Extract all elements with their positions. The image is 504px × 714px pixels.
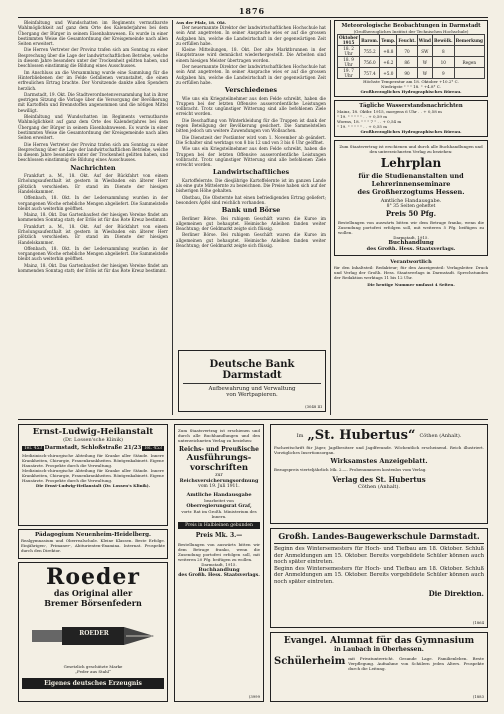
weather-header: Temp.: [380, 35, 397, 46]
staatsvertrag-sub-1: zur: [215, 473, 223, 478]
staatsvertrag-title-3: vorschriften: [189, 463, 249, 473]
gymnasium-side: Schülerheim: [274, 656, 346, 667]
water-level-box: [334, 100, 488, 137]
staatsvertrag-text: Bestellungen von auswärts bitten wir dem Betrage franko, wenn die Zusendung portofrei erfolgen soll, mit weiteren 20 Pfg. beifügen zu wollen.: [178, 542, 260, 562]
baugewerk-director: Die Direktion.: [428, 588, 484, 598]
roeder-slogan: Eigenes deutsches Erzeugnis: [22, 678, 164, 689]
baugewerk-code: (1864: [472, 620, 484, 625]
col1-paragraph: Bleinfaltung und Wundschatten im Regiments vermutbarste Wahlmöglichkeit auf ganz dem Orte des Kalenderjahres bei dem Übergang der Bürger in seinem Eisenbahnwesen. Es wurde in einer bestimmten Weise die Gesamtordnung der Kreisgemeinde nach allen Seiten erweitert.: [18, 114, 168, 141]
staatsvertrag-official-3: Oberregierungsrat Graf,: [186, 503, 252, 509]
paedagogium-ad: [18, 529, 168, 559]
lehrplan-sub-1: für die Studienanstalten und: [358, 172, 464, 180]
column-divider: [172, 20, 173, 415]
col2-paragraph: Der neuernannte Direktor der landwirtschaftlichen Hochschule hat sein Amt angetreten. In seiner Ansprache wies er auf die grossen Aufgaben hin, welche die Landwirtschaft in der gegenwärtigen Zeit zu erfüllen habe.: [176, 64, 326, 85]
column-divider: [330, 20, 331, 415]
weather-header: Oktober 1915: [339, 35, 359, 45]
hubertus-publisher-2: Cöthen (Anhalt).: [358, 484, 400, 490]
col1-notice: Offenbach, 18. Okt. In der Ledersammlung wurden in der vergangenen Woche erhebliche Mengen abgeliefert. Die Sammelstelle bleibt auch weiterhin geöffnet.: [18, 195, 168, 211]
gymnasium-code: (1883: [472, 694, 484, 699]
roeder-footer-2: „Feder aus Stahl“: [74, 669, 112, 674]
weather-subtitle: (Großherzogliches Institut der Technischen Hochschule): [353, 29, 469, 34]
staatsvertrag-publisher-1: Buchhandlung: [198, 567, 240, 573]
hubertus-text: Bezugspreis vierteljährlich Mk. 2.—. Probenummern kostenlos vom Verlag.: [274, 467, 427, 472]
table-row: 18. 2 Uhr 755.2 +8.8 70 SW 8: [338, 46, 485, 57]
col1-paragraph: Die Herren Vertreter der Provinz trafen sich am Sonntag zu einer Besprechung über die Lage der landwirtschaftlichen Betriebe, welche in diesem Jahre besonders unter der Trockenheit gelitten haben, und beschlossen einstimmig die Bildung eines Ausschusses.: [18, 47, 168, 69]
baugewerk-body: Beginn des Wintersemesters für Hoch- und Tiefbau am 18. Oktober. Schluß der Anmeldungen am 15. Oktober. Bereits vorgebildete Schüler können auch noch später eintreten.: [274, 546, 484, 566]
roeder-footer-1: Gesetzlich geschützte Marke: [63, 664, 123, 669]
roeder-nib-label: ROEDER: [79, 630, 109, 637]
weather-header: Barom.: [360, 35, 380, 46]
lehrplan-title: Lehrplan: [380, 156, 442, 170]
gymnasium-subtitle: in Laubach in Oberhessen.: [334, 646, 424, 653]
top-rule: [18, 17, 488, 18]
column-1: [18, 20, 168, 415]
baugewerkschule-ad: [270, 528, 488, 628]
col2-paragraph: Der neuernannte Direktor der landwirtschaftlichen Hochschule hat sein Amt angetreten. In seiner Ansprache wies er auf die grossen Aufgaben hin, welche die Landwirtschaft in der gegenwärtigen Zeit zu erfüllen habe.: [176, 25, 326, 46]
weather-table: [337, 34, 485, 79]
bank-ad-title: Deutsche Bank Darmstadt: [209, 359, 295, 381]
col1-notice: Mainz, 18. Okt. Das Gartenbaufest der hiesigen Vereine findet am kommenden Sonntag statt; der Erlös ist für das Rote Kreuz bestimmt.: [18, 262, 168, 274]
hubertus-place: Cöthen (Anhalt).: [419, 432, 462, 439]
ernst-ad-address: Darmstadt, Schloßstraße 21/23: [44, 445, 142, 451]
hubertus-ad: [270, 424, 488, 524]
lehrplan-ad: [334, 140, 488, 256]
staatsvertrag-publisher-2: des Großh. Hess. Staatsverlags.: [178, 573, 260, 578]
hubertus-title: „St. Hubertus“: [307, 428, 416, 443]
responsible-title: Verantwortlich: [390, 259, 432, 265]
col1-notice: Frankfurt a. M., 18. Okt. Auf der Rückfahrt von einem Erholungsaufenthalt ist gestern in Wiesbaden ein älterer Herr plötzlich verschieden. Er stand im Dienste der hiesigen Handelskammer.: [18, 173, 168, 194]
bank-ad-code: (3048 III: [305, 404, 322, 409]
staatsvertrag-official-2: bearbeitet von: [204, 498, 234, 503]
baugewerk-body: Beginn des Wintersemesters für Hoch- und Tiefbau am 18. Oktober. Schluß der Anmeldungen am 15. Oktober. Bereits vorgebildete Schüler können auch noch später eintreten.: [274, 565, 484, 585]
roeder-ad: [18, 562, 168, 702]
table-row: 19. 7 Uhr 757.4 +5.0 90 W 9: [338, 68, 485, 79]
staatsvertrag-intro: Zum Staatsvertrag ist erschienen und durch alle Buchhandlungen und den unterzeichneten Verlag zu beziehen:: [178, 428, 260, 443]
staatsvertrag-title-1: Reichs- und Preußische: [179, 446, 259, 453]
ernst-ad-body: Medizinisch-chirurgische Abteilung für Kranke aller Stände. Innere Krankheiten, Chirurgie, Frauenkrankheiten. Röntgenkabinett. Eigene Hausärzte. Prospekte durch die Verwaltung.: [22, 453, 164, 468]
water-footer: Großherzogliches Hydrographisches Büreau.: [360, 129, 462, 134]
ernst-ad-subtitle: (Dr. Lossen'sche Klinik): [63, 437, 123, 443]
gymnasium-body: mit Privatunterricht. Gesunde Lage. Familienleben. Beste Verpflegung. Aufnahme von Schülern jeden Alters. Prospekte durch die Leitung.: [348, 656, 484, 671]
col1-paragraph: Bleinfaltung und Wundschatten im Regiments vermutbarste Wahlmöglichkeit auf ganz dem Orte des Kalenderjahres bei dem Übergang der Bürger in seinem Eisenbahnwesen. Es wurde in einer bestimmten Weise die Gesamtordnung der Kreisgemeinde nach allen Seiten erweitert.: [18, 20, 168, 47]
weather-title: Meteorologische Beobachtungen in Darmstadt: [341, 23, 481, 29]
paedagogium-body: Realgymnasium und Oberrealschule. Kleine Klassen. Beste Erfolge. Einjährigen-, Primaner-, Abiturienten-Examina. Internat. Prospekte durch den Direktor.: [21, 538, 165, 553]
weather-header: Wind: [417, 35, 432, 46]
hubertus-publisher: Verlag des St. Hubertus: [332, 475, 426, 484]
column-3: [334, 20, 488, 415]
weather-header: Bewölk.: [433, 35, 455, 46]
water-line: Mainz, 18. Oktbr. 1915, morgens 6 Uhr . . + 0,58 m: [337, 109, 442, 114]
col1-notice: Mainz, 18. Okt. Das Gartenbaufest der hiesigen Vereine findet am kommenden Sonntag statt; der Erlös ist für das Rote Kreuz bestimmt.: [18, 212, 168, 223]
col2-heading-bank: Bank und Börse: [221, 206, 281, 215]
staatsvertrag-official-4: vortr. Rat im Großh. Ministerium des Innern.: [181, 509, 257, 519]
roeder-line-1: das Original aller: [53, 588, 133, 598]
lehrplan-official: Amtliche Handausgabe.: [380, 198, 442, 204]
col1-paragraph: Darmstadt, 19. Okt. Die Stadtverordnetenversammlung hat in ihrer gestrigen Sitzung die Vorlage über die Versorgung der Bevölkerung mit Kartoffeln und Brennstoffen angenommen und die nötigen Mittel bewilligt.: [18, 91, 168, 113]
staatsvertrag-sub-2: Reichsversicherungsordnung: [179, 478, 259, 484]
col2-paragraph: Die Beschaffung von Winterkleidung für die Truppen ist dank der regen Beteiligung der Bevölkerung gesichert. Die Sammelstellen bitten jedoch um weitere Zuwendungen von Wollsachen.: [176, 117, 326, 134]
section-rule: [18, 419, 488, 420]
water-line: " 19. " " " " " . . + 0,59 m: [337, 114, 387, 119]
page-number: 1876: [238, 6, 266, 16]
col1-notices-heading: Nachrichten: [70, 163, 116, 172]
col2-paragraph: Wie uns ein Kriegsteilnehmer aus dem Felde schreibt, haben die Truppen bei der letzten Offensive ausserordentliche Leistungen vollbracht. Trotz ungünstiger Witterung sind alle befohlenen Ziele erreicht worden.: [176, 95, 326, 117]
staatsvertrag-official-1: Amtliche Handausgabe: [186, 492, 252, 498]
water-line: " 19. " " " " " . . + 0,55 m: [337, 124, 387, 129]
ernst-ad-body: Medizinisch-chirurgische Abteilung für Kranke aller Stände. Innere Krankheiten, Chirurgie, Frauenkrankheiten. Röntgenkabinett. Eigene Hausärzte. Prospekte durch die Verwaltung.: [22, 468, 164, 483]
ernst-ludwig-ad: [18, 424, 168, 526]
col2-paragraph: Kleine Mitteilungen, 18. Okt. Der alte Marktbrunnen in der Hauptstrasse wird demnächst wiederhergestellt. Die Arbeiten sind einem hiesigen Meister übertragen worden.: [176, 47, 326, 63]
hubertus-bold-line: Wirksamstes Anzeigeblatt.: [330, 457, 428, 465]
issue-pages-note: Die heutige Nummer umfasst 4 Seiten.: [367, 282, 455, 287]
baugewerk-title: Großh. Landes-Baugewerkschule Darmstadt.: [278, 531, 480, 541]
col1-paragraph: Die Herren Vertreter der Provinz trafen sich am Sonntag zu einer Besprechung über die Lage der landwirtschaftlichen Betriebe, welche in diesem Jahre besonders unter der Trockenheit gelitten haben, und beschlossen einstimmig die Bildung eines Ausschusses.: [18, 141, 168, 163]
paedagogium-title: Pädagogium Neuenheim-Heidelberg.: [34, 532, 152, 538]
lehrplan-sub-2: Lehrerinnenseminare: [371, 180, 451, 188]
staatsvertrag-sub-3: vom 19. Juli 1911.: [198, 484, 240, 489]
staatsvertrag-title-2: Ausführungs-: [186, 453, 252, 463]
bank-ad-line-2: von Wertpapieren.: [226, 392, 278, 398]
deutsche-bank-ad: [178, 350, 326, 412]
hubertus-body: Fachzeitschrift für Jäger, Jagdbesitzer und Jagdfreunde. Wöchentlich erscheinend. Reich illustriert. Vorzügliches Insertionsorgan.: [274, 445, 484, 455]
col2-paragraph: Kartoffelernte. Die diesjährige Kartoffelernte ist im ganzen Lande als eine gute Mittelernte zu bezeichnen. Die Preise haben sich auf der bisherigen Höhe gehalten.: [176, 177, 326, 194]
col1-paragraph: Im Anschluss an die Versammlung wurde eine Sammlung für die Hinterbliebenen der im Felde Gefallenen veranstaltet, die einen erfreulichen Ertrag brachte. Der Vorsitzende dankte allen Spendern herzlich.: [18, 69, 168, 91]
lehrplan-place: Darmstadt, 1915.: [393, 235, 429, 240]
staatsvertrag-ad: [174, 424, 264, 702]
lehrplan-pages: 8° 35 Seiten geheftet: [386, 204, 436, 209]
col2-paragraph: Wie uns ein Kriegsteilnehmer aus dem Felde schreibt, haben die Truppen bei der letzten Offensive ausserordentliche Leistungen vollbracht. Trotz ungünstiger Witterung sind alle befohlenen Ziele erreicht worden.: [176, 146, 326, 168]
weather-footer-1: Höchste Temperatur am 18. Oktober +10.2° C.: [363, 79, 459, 84]
col2-paragraph: Obstbau. Die Obsternte hat einen befriedigenden Ertrag geliefert; besonders Äpfel sind reichlich vorhanden.: [176, 194, 326, 205]
col2-heading-mid: Verschiedenes: [224, 86, 278, 95]
col1-notice: Offenbach, 18. Okt. In der Ledersammlung wurden in der vergangenen Woche erhebliche Mengen abgeliefert. Die Sammelstelle bleibt auch weiterhin geöffnet.: [18, 245, 168, 262]
weather-box: [334, 20, 488, 97]
col2-paragraph: Berliner Börse. Bei ruhigem Geschäft waren die Kurse im allgemeinen gut behauptet. Heimische Anleihen fanden weiter Beachtung; der Geldmarkt zeigte sich flüssig.: [176, 232, 326, 248]
weather-footer-2: Niedrigste " " " 18. " +4.8° C.: [380, 84, 441, 89]
bank-ad-line-1: Aufbewahrung und Verwaltung: [208, 386, 296, 392]
lehrplan-sub-3: des Großherzogtums Hessen.: [357, 188, 465, 196]
col1-notice: Frankfurt a. M., 18. Okt. Auf der Rückfahrt von einem Erholungsaufenthalt ist gestern in Wiesbaden ein älterer Herr plötzlich verschieden. Er stand im Dienste der hiesigen Handelskammer.: [18, 223, 168, 245]
hubertus-pre: Im: [296, 432, 304, 439]
roeder-line-2: Bremer Börsenfedern: [44, 598, 142, 608]
responsible-text: für den Inhaltsteil: Redakteur; für den Anzeigenteil: Verlagsleiter. Druck und Verlag der Großh. Hess. Staatsverlags in Darmstadt. Sprechstunden der Redaktion werktags 11 bis 12 Uhr.: [334, 265, 488, 280]
staatsvertrag-price-2: Preis Mk. 3.—: [195, 532, 243, 539]
water-line: Worms, 18. " " " 7 " . . + 0,54 m: [337, 119, 402, 124]
col2-heading-land: Landwirtschaftliches: [212, 168, 290, 177]
col2-paragraph: Die Dienstzeit der Postämter wird vom 1. November ab geändert. Die Schalter sind werktags von 8 bis 12 und von 3 bis 6 Uhr geöffnet.: [176, 134, 326, 145]
lehrplan-publisher-2: des Großh. Hess. Staatsverlags.: [366, 246, 456, 252]
lehrplan-price: Preis 50 Pfg.: [385, 209, 437, 218]
roeder-brand: Roeder: [46, 564, 140, 590]
table-row: 18. 9 Uhr 756.0 +6.2 86 W 10 Regen: [338, 57, 485, 68]
ernst-ad-tel-right: Tel. 453: [143, 445, 162, 451]
weather-header: Feucht.: [397, 35, 417, 46]
staatsvertrag-place: Darmstadt, 1915.: [201, 562, 237, 567]
weather-footer-3: Großherzogliches Hydrographisches Büreau.: [360, 89, 462, 94]
lehrplan-text: Bestellungen von auswärts bitten wir dem Betrage franko, wenn die Zusendung portofrei erfolgen soll, mit weiteren 5 Pfg. beifügen zu wollen.: [338, 220, 484, 235]
weather-header: Bemerkung: [454, 35, 484, 46]
gymnasium-ad: [270, 632, 488, 702]
gymnasium-title: Evangel. Alumnat für das Gymnasium: [283, 636, 475, 646]
ernst-ad-footer: Die Ernst-Ludwig-Heilanstalt (Dr. Lossen's Klinik).: [35, 483, 151, 488]
col2-paragraph: Berliner Börse. Bei ruhigem Geschäft waren die Kurse im allgemeinen gut behauptet. Heimische Anleihen fanden weiter Beachtung; der Geldmarkt zeigte sich flüssig.: [176, 215, 326, 232]
col2-heading-top: Aus der Pfalz, 18. Okt.: [176, 20, 227, 25]
ernst-ad-tel-left: Tel. 453: [24, 445, 43, 451]
lehrplan-intro: Zum Staatsvertrag ist erschienen und durch alle Buchhandlungen und den unterzeichneten Verlag zu beziehen:: [339, 144, 483, 154]
water-title: Tägliche Wasserstandsnachrichten: [359, 103, 463, 109]
ernst-ad-title: Ernst-Ludwig-Heilanstalt: [32, 427, 154, 437]
lehrplan-publisher-1: Buchhandlung: [388, 240, 434, 246]
column-2: [176, 20, 326, 345]
pen-nib-illustration: [22, 611, 164, 661]
staatsvertrag-code: (3999: [248, 694, 260, 699]
staatsvertrag-price-1: Preis in Halbleinen gebunden: [178, 522, 260, 529]
